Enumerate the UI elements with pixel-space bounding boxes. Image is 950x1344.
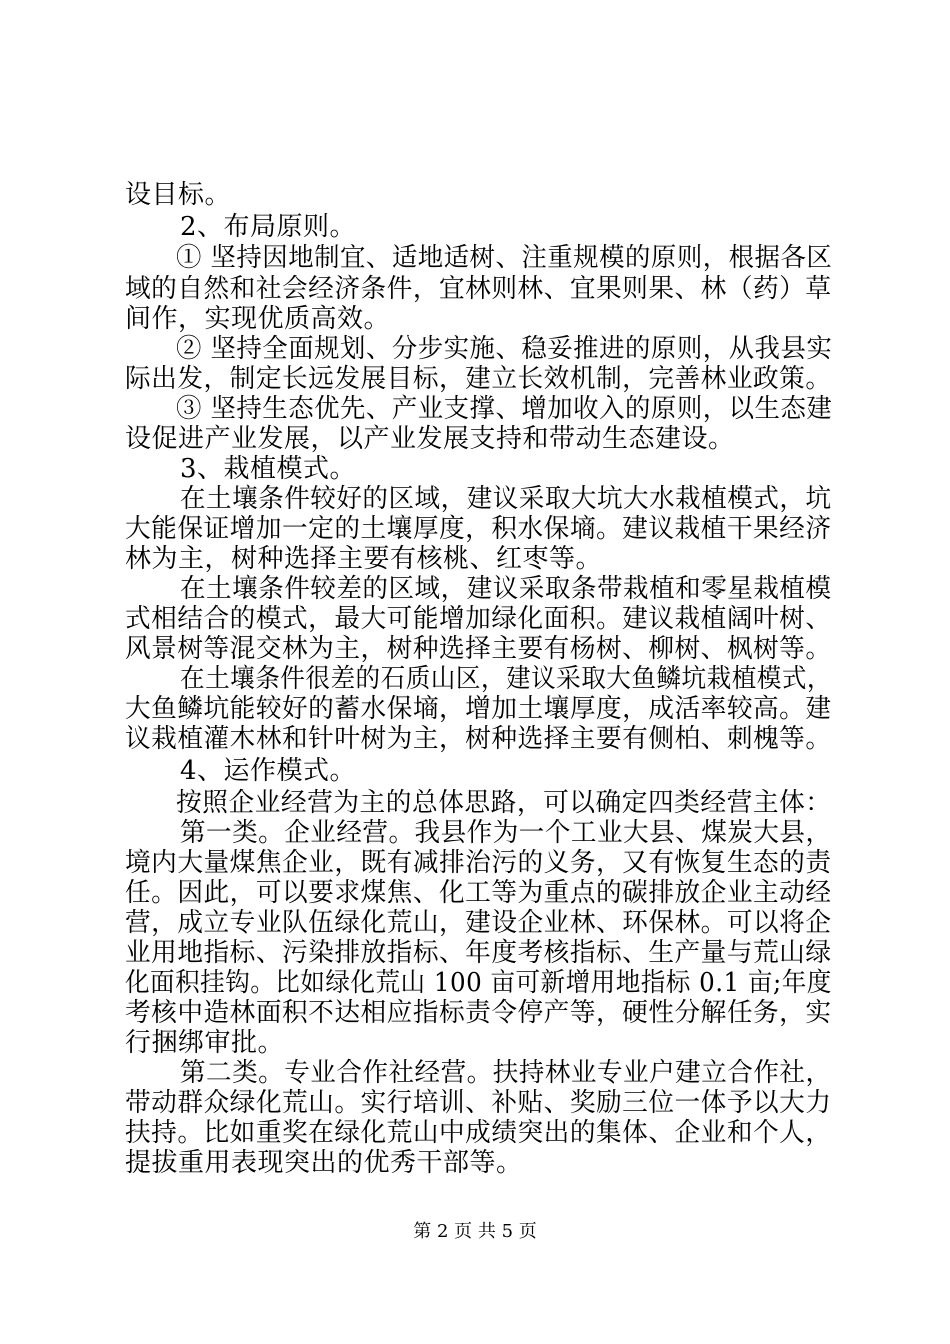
text-line: 行捆绑审批。 bbox=[125, 1028, 285, 1058]
text-line: 第一类。企业经营。我县作为一个工业大县、煤炭大县， bbox=[180, 818, 832, 848]
section-heading: 3、栽植模式。 bbox=[180, 454, 357, 484]
text-line: 营，成立专业队伍绿化荒山，建设企业林、环保林。可以将企 bbox=[125, 908, 832, 938]
text-line: ② 坚持全面规划、分步实施、稳妥推进的原则，从我县实 bbox=[176, 334, 833, 364]
text-line: ① 坚持因地制宜、适地适树、注重规模的原则，根据各区 bbox=[176, 243, 833, 273]
text-line: 任。因此，可以要求煤焦、化工等为重点的碳排放企业主动经 bbox=[125, 878, 832, 908]
text-line: 提拔重用表现突出的优秀干部等。 bbox=[125, 1148, 523, 1178]
text-line: 大能保证增加一定的土壤厚度，积水保墒。建议栽植干果经济 bbox=[125, 514, 832, 544]
text-line: 按照企业经营为主的总体思路，可以确定四类经营主体： bbox=[176, 788, 832, 818]
text-line: 林为主，树种选择主要有核桃、红枣等。 bbox=[125, 544, 603, 574]
text-line: 在土壤条件较差的区域，建议采取条带栽植和零星栽植模 bbox=[180, 574, 832, 604]
page-number-footer: 第 2 页 共 5 页 bbox=[413, 1221, 537, 1242]
text-line: 带动群众绿化荒山。实行培训、补贴、奖励三位一体予以大力 bbox=[125, 1088, 832, 1118]
text-line: 考核中造林面积不达相应指标责令停产等，硬性分解任务，实 bbox=[125, 998, 832, 1028]
text-line: 化面积挂钩。比如绿化荒山 100 亩可新增用地指标 0.1 亩;年度 bbox=[125, 968, 832, 998]
text-line: 设目标。 bbox=[125, 180, 232, 210]
text-line: 议栽植灌木林和针叶树为主，树种选择主要有侧柏、刺槐等。 bbox=[125, 724, 832, 754]
text-line: 大鱼鳞坑能较好的蓄水保墒，增加土壤厚度，成活率较高。建 bbox=[125, 694, 832, 724]
section-heading: 2、布局原则。 bbox=[180, 212, 357, 242]
text-line: 扶持。比如重奖在绿化荒山中成绩突出的集体、企业和个人， bbox=[125, 1118, 832, 1148]
text-line: 间作，实现优质高效。 bbox=[125, 304, 391, 334]
text-line: 业用地指标、污染排放指标、年度考核指标、生产量与荒山绿 bbox=[125, 938, 832, 968]
text-line: 在土壤条件较好的区域，建议采取大坑大水栽植模式，坑 bbox=[180, 484, 832, 514]
text-line: 设促进产业发展，以产业发展支持和带动生态建设。 bbox=[125, 424, 735, 454]
section-heading: 4、运作模式。 bbox=[180, 756, 357, 786]
text-line: ③ 坚持生态优先、产业支撑、增加收入的原则，以生态建 bbox=[176, 394, 833, 424]
text-line: 第二类。专业合作社经营。扶持林业专业户建立合作社， bbox=[180, 1058, 832, 1088]
text-line: 域的自然和社会经济条件，宜林则林、宜果则果、林（药）草 bbox=[125, 274, 832, 304]
text-line: 风景树等混交林为主，树种选择主要有杨树、柳树、枫树等。 bbox=[125, 634, 832, 664]
text-line: 际出发，制定长远发展目标，建立长效机制，完善林业政策。 bbox=[125, 364, 832, 394]
text-line: 在土壤条件很差的石质山区，建议采取大鱼鳞坑栽植模式， bbox=[180, 664, 833, 694]
text-line: 式相结合的模式，最大可能增加绿化面积。建议栽植阔叶树、 bbox=[125, 604, 832, 634]
text-line: 境内大量煤焦企业，既有减排治污的义务，又有恢复生态的责 bbox=[125, 848, 832, 878]
